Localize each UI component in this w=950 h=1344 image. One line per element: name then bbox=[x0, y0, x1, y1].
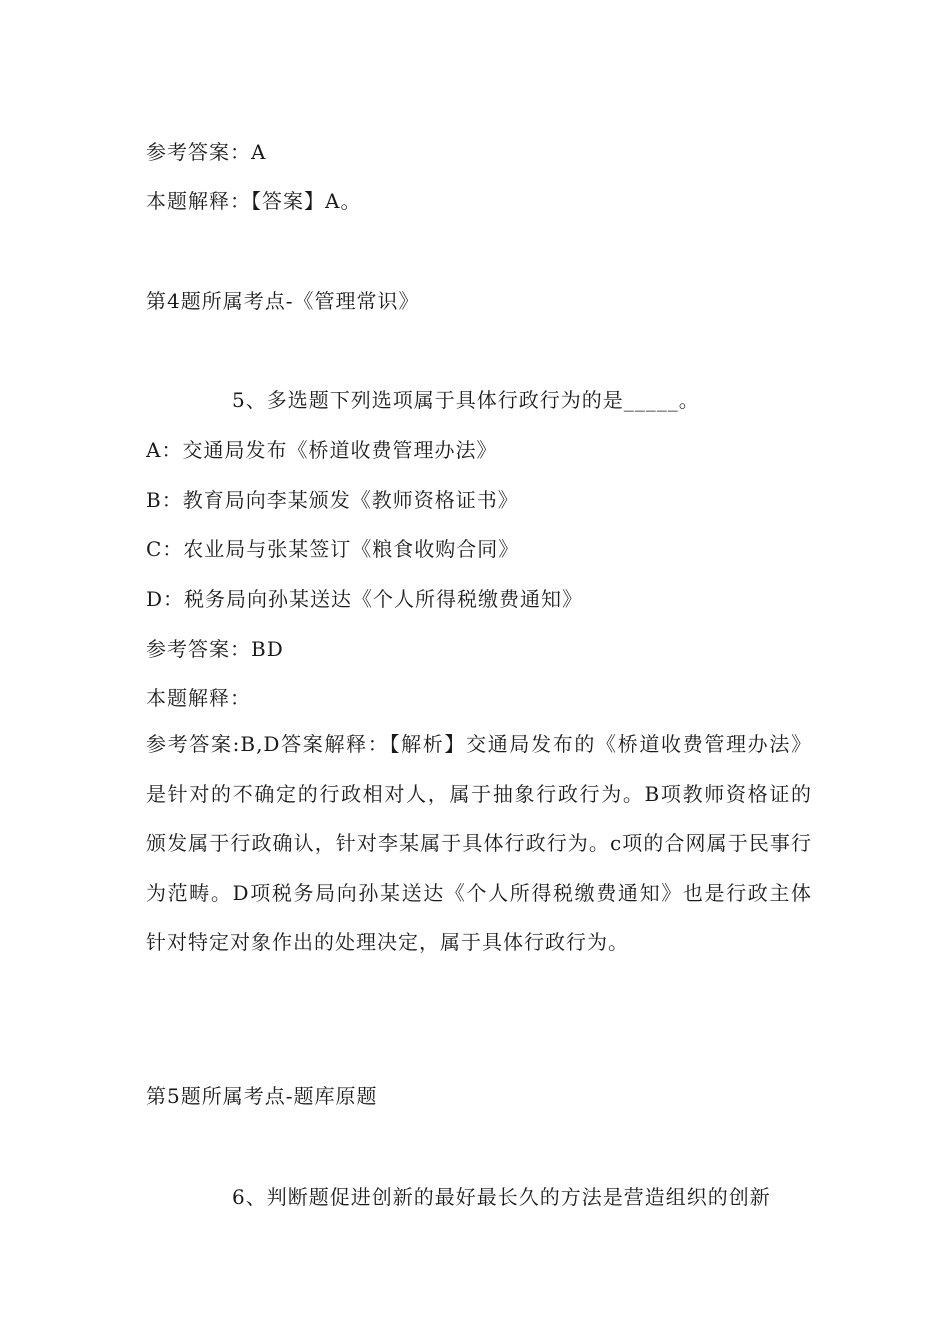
q5-question: 5、多选题下列选项属于具体行政行为的是_____。 bbox=[232, 388, 700, 412]
q5-explanation-text: 参考答案:B,D答案解释：【解析】交通局发布的《桥道收费管理办法》是针对的不确定的行政相对人，属于抽象行政行为。B项教师资格证的颁发属于行政确认，针对李某属于具体行政行为。c项的合网属于民事行为范畴。D项税务局向孙某送达《个人所得税缴费通知》也是行政主体针对特定对象作出的处理决定，属于具体行政行为。 bbox=[146, 732, 812, 954]
q5-option-d: D：税务局向孙某送达《个人所得税缴费通知》 bbox=[146, 587, 584, 611]
q4-explanation: 本题解释：【答案】A。 bbox=[146, 189, 362, 213]
q5-answer: 参考答案：BD bbox=[146, 637, 284, 661]
q5-option-b: B：教育局向李某颁发《教师资格证书》 bbox=[146, 488, 519, 512]
q5-explanation-label: 本题解释： bbox=[146, 686, 251, 710]
q5-topic: 第5题所属考点-题库原题 bbox=[146, 1084, 378, 1108]
q6-question: 6、判断题促进创新的最好最长久的方法是营造组织的创新 bbox=[232, 1185, 771, 1209]
q4-answer: 参考答案：A bbox=[146, 140, 267, 164]
q5-option-a: A：交通局发布《桥道收费管理办法》 bbox=[146, 438, 498, 462]
q5-option-c: C：农业局与张某签订《粮食收购合同》 bbox=[146, 537, 520, 561]
q4-topic: 第4题所属考点-《管理常识》 bbox=[146, 289, 420, 313]
